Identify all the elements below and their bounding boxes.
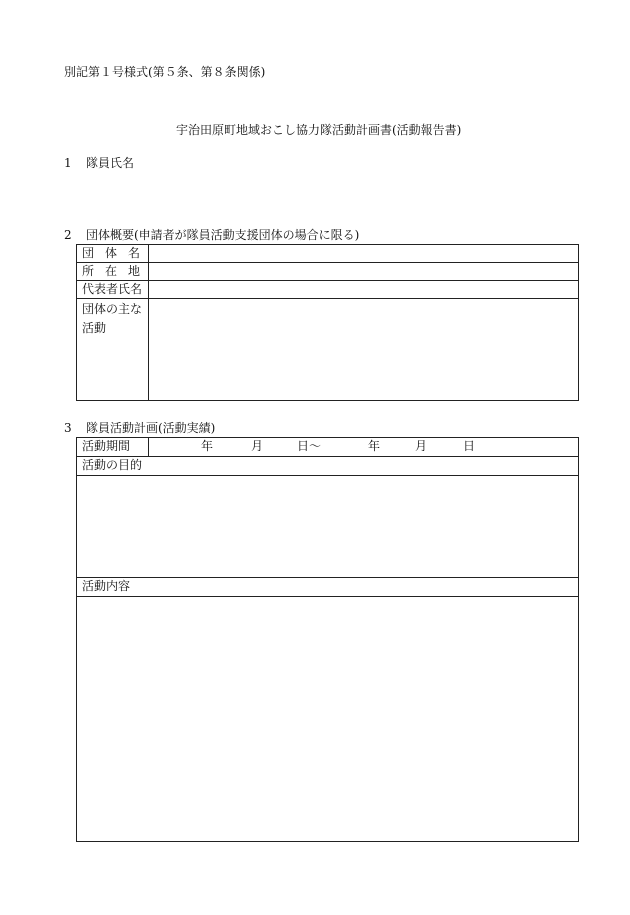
period-end-month: 月 xyxy=(415,439,428,453)
section-3-label: 隊員活動計画(活動実績) xyxy=(86,421,216,435)
purpose-field[interactable] xyxy=(77,476,579,578)
purpose-label: 活動の目的 xyxy=(77,457,579,476)
org-representative-field[interactable] xyxy=(149,281,579,299)
organization-table xyxy=(76,244,579,401)
content-body-row xyxy=(77,597,579,842)
section-3-number: 3 xyxy=(64,421,72,435)
org-representative-label: 代表者氏名 xyxy=(77,281,149,299)
org-address-label: 所在地 xyxy=(77,263,149,281)
org-activities-label: 団体の主な活動 xyxy=(77,299,149,401)
period-row xyxy=(77,438,579,457)
org-representative-row xyxy=(77,281,579,299)
org-name-field[interactable] xyxy=(149,245,579,263)
activity-plan-table xyxy=(76,437,579,842)
org-activities-row xyxy=(77,299,579,401)
period-label: 活動期間 xyxy=(77,438,149,457)
period-start-day: 日～ xyxy=(297,439,322,453)
section-2-number: 2 xyxy=(64,228,72,242)
purpose-body-row xyxy=(77,476,579,578)
section-1-number: 1 xyxy=(64,156,72,170)
purpose-header-row xyxy=(77,457,579,476)
section-3-heading xyxy=(64,421,215,435)
period-start-month: 月 xyxy=(251,439,264,453)
org-address-field[interactable] xyxy=(149,263,579,281)
period-field[interactable] xyxy=(149,438,579,457)
org-address-row xyxy=(77,263,579,281)
org-name-label: 団体名 xyxy=(77,245,149,263)
section-2-label: 団体概要(申請者が隊員活動支援団体の場合に限る) xyxy=(86,228,360,242)
form-number: 別記第１号様式(第５条、第８条関係) xyxy=(64,65,266,79)
document-title: 宇治田原町地域おこし協力隊活動計画書(活動報告書) xyxy=(176,123,462,137)
section-1-heading xyxy=(64,156,134,170)
period-end-year: 年 xyxy=(368,439,381,453)
content-field[interactable] xyxy=(77,597,579,842)
section-2-heading xyxy=(64,228,359,242)
period-start-year: 年 xyxy=(201,439,214,453)
org-name-row xyxy=(77,245,579,263)
content-label: 活動内容 xyxy=(77,578,579,597)
content-header-row xyxy=(77,578,579,597)
section-1-label: 隊員氏名 xyxy=(86,156,135,170)
period-end-day: 日 xyxy=(463,439,476,453)
org-activities-field[interactable] xyxy=(149,299,579,401)
